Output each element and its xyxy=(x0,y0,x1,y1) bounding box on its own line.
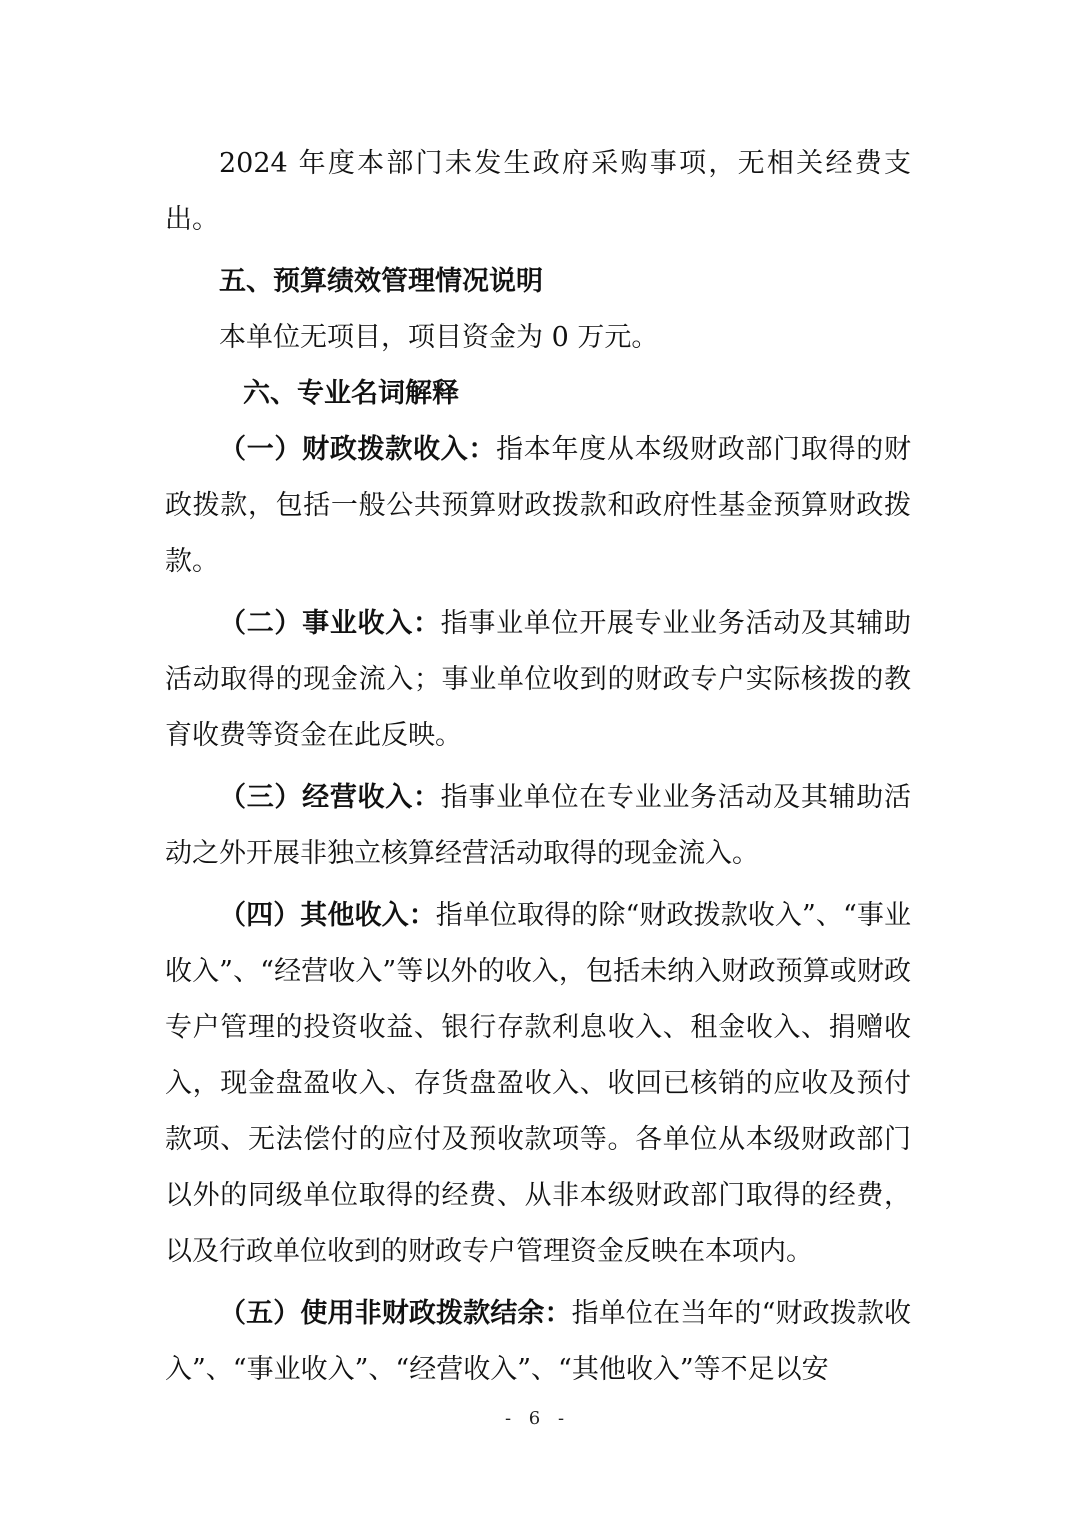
term-definition: 指本年度从本级财政部门取得的财政拨款，包括一般公共预算财政拨款和政府性基金预算财政拨款。 xyxy=(165,434,912,577)
document-body xyxy=(165,136,911,1398)
page-number: - 6 - xyxy=(504,1408,571,1429)
term-definition: 指单位取得的除“财政拨款收入”、“事业收入”、“经营收入”等以外的收入，包括未纳入财政预算或财政专户管理的投资收益、银行存款利息收入、租金收入、捐赠收入，现金盘盈收入、存货盘盈收入、收回已核销的应收及预付款项、无法偿付的应付及预收款项等。各单位从本级财政部门以外的同级单位取得的经费、从非本级财政部门取得的经费，以及行政单位收到的财政专户管理资金反映在本项内。 xyxy=(165,900,911,1267)
term-paragraph-1 xyxy=(165,422,911,590)
term-definition: 指单位在当年的“财政拨款收入”、“事业收入”、“经营收入”、“其他收入”等不足以安 xyxy=(165,1298,912,1385)
term-definition: 指事业单位开展专业业务活动及其辅助活动取得的现金流入；事业单位收到的财政专户实际核拨的教育收费等资金在此反映。 xyxy=(165,608,912,751)
term-paragraph-2 xyxy=(165,596,911,764)
term-label: （四）其他收入： xyxy=(219,900,436,931)
section-6-heading: 六、专业名词解释 xyxy=(243,378,459,409)
term-label: （三）经营收入： xyxy=(219,782,441,813)
term-label: （五）使用非财政拨款结余： xyxy=(219,1298,572,1329)
term-paragraph-4 xyxy=(165,888,911,1280)
term-paragraph-5 xyxy=(165,1286,911,1398)
section-5-heading: 五、预算绩效管理情况说明 xyxy=(219,266,543,297)
performance-paragraph: 本单位无项目，项目资金为 0 万元。 xyxy=(219,322,659,353)
term-label: （二）事业收入： xyxy=(219,608,441,639)
term-label: （一）财政拨款收入： xyxy=(219,434,497,465)
term-definition: 指事业单位在专业业务活动及其辅助活动之外开展非独立核算经营活动取得的现金流入。 xyxy=(165,782,912,869)
procurement-paragraph: 2024 年度本部门未发生政府采购事项，无相关经费支出。 xyxy=(165,148,911,235)
term-paragraph-3 xyxy=(165,770,911,882)
